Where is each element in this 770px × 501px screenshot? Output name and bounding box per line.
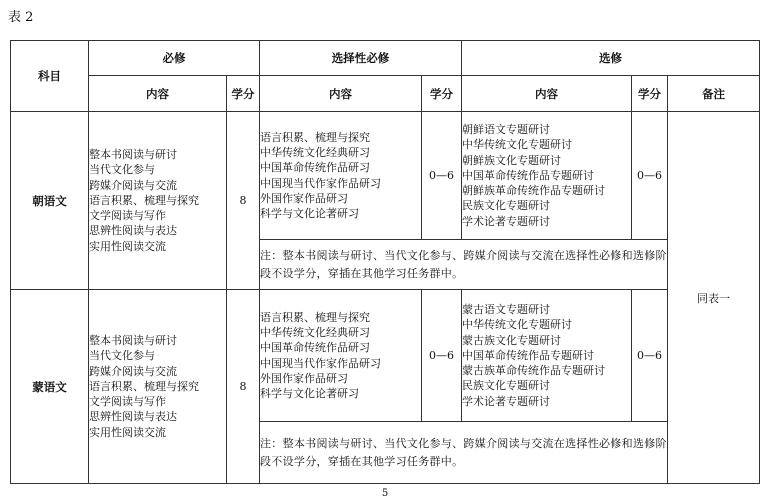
compulsory-credits: 8 bbox=[227, 112, 260, 290]
list-item: 朝鲜族文化专题研讨 bbox=[462, 153, 561, 167]
list-item: 学术论著专题研讨 bbox=[462, 394, 550, 408]
table-row bbox=[11, 290, 760, 422]
list-item: 外国作家作品研习 bbox=[260, 371, 348, 385]
list-item: 民族文化专题研讨 bbox=[462, 379, 550, 393]
subject-cell: 蒙语文 bbox=[11, 290, 89, 484]
elective-credits: 0—6 bbox=[632, 112, 668, 240]
list-item: 中国现当代作家作品研习 bbox=[260, 176, 381, 190]
header-credits-selective: 学分 bbox=[422, 76, 462, 112]
note-text: 注：整本书阅读与研讨、当代文化参与、跨媒介阅读与交流在选择性必修和选修阶段不设学分，穿插在其他学习任务群中。 bbox=[260, 422, 668, 484]
header-content-selective: 内容 bbox=[260, 76, 422, 112]
list-item: 语言积累、梳理与探究 bbox=[260, 130, 370, 144]
list-item: 实用性阅读交流 bbox=[89, 239, 166, 253]
table-caption: 表 2 bbox=[8, 10, 34, 25]
list-item: 民族文化专题研讨 bbox=[462, 199, 550, 213]
list-item: 中国革命传统作品专题研讨 bbox=[462, 348, 594, 362]
list-item: 中国现当代作家作品研习 bbox=[260, 356, 381, 370]
selective-content bbox=[260, 112, 422, 240]
header-elective: 选修 bbox=[462, 41, 760, 76]
header-content-compulsory: 内容 bbox=[89, 76, 227, 112]
header-compulsory: 必修 bbox=[89, 41, 260, 76]
list-item: 中华传统文化专题研讨 bbox=[462, 138, 572, 152]
list-item: 朝鲜族革命传统作品专题研讨 bbox=[462, 184, 605, 198]
header-selective-compulsory: 选择性必修 bbox=[260, 41, 462, 76]
header-subject: 科目 bbox=[11, 41, 89, 112]
list-item: 学术论著专题研讨 bbox=[462, 214, 550, 228]
header-credits-elective: 学分 bbox=[632, 76, 668, 112]
list-item: 语言积累、梳理与探究 bbox=[89, 193, 199, 207]
selective-content bbox=[260, 290, 422, 422]
selective-credits: 0—6 bbox=[422, 112, 462, 240]
remarks-cell: 同表一 bbox=[668, 112, 760, 484]
list-item: 中华传统文化专题研讨 bbox=[462, 318, 572, 332]
list-item: 跨媒介阅读与交流 bbox=[89, 364, 177, 378]
list-item: 整本书阅读与研讨 bbox=[89, 148, 177, 162]
list-item: 思辨性阅读与表达 bbox=[89, 410, 177, 424]
list-item: 语言积累、梳理与探究 bbox=[89, 379, 199, 393]
list-item: 文学阅读与写作 bbox=[89, 209, 166, 223]
elective-content bbox=[462, 112, 632, 240]
list-item: 中华传统文化经典研习 bbox=[260, 146, 370, 160]
curriculum-table bbox=[10, 40, 760, 484]
list-item: 科学与文化论著研习 bbox=[260, 386, 359, 400]
list-item: 当代文化参与 bbox=[89, 349, 155, 363]
list-item: 蒙古族文化专题研讨 bbox=[462, 333, 561, 347]
elective-content bbox=[462, 290, 632, 422]
header-remarks: 备注 bbox=[668, 76, 760, 112]
list-item: 中国革命传统作品研习 bbox=[260, 341, 370, 355]
compulsory-content bbox=[89, 112, 227, 290]
list-item: 实用性阅读交流 bbox=[89, 425, 166, 439]
compulsory-credits: 8 bbox=[227, 290, 260, 484]
list-item: 跨媒介阅读与交流 bbox=[89, 178, 177, 192]
list-item: 外国作家作品研习 bbox=[260, 191, 348, 205]
note-text: 注：整本书阅读与研讨、当代文化参与、跨媒介阅读与交流在选择性必修和选修阶段不设学分，穿插在其他学习任务群中。 bbox=[260, 240, 668, 290]
list-item: 文学阅读与写作 bbox=[89, 395, 166, 409]
list-item: 蒙古语文专题研讨 bbox=[462, 303, 550, 317]
list-item: 思辨性阅读与表达 bbox=[89, 224, 177, 238]
header-content-elective: 内容 bbox=[462, 76, 632, 112]
list-item: 中国革命传统作品专题研讨 bbox=[462, 168, 594, 182]
selective-credits: 0—6 bbox=[422, 290, 462, 422]
list-item: 整本书阅读与研讨 bbox=[89, 334, 177, 348]
compulsory-content bbox=[89, 290, 227, 484]
table-row bbox=[11, 112, 760, 240]
list-item: 朝鲜语文专题研讨 bbox=[462, 123, 550, 137]
page-number: 5 bbox=[381, 488, 389, 499]
list-item: 蒙古族革命传统作品专题研讨 bbox=[462, 364, 605, 378]
list-item: 中华传统文化经典研习 bbox=[260, 326, 370, 340]
list-item: 当代文化参与 bbox=[89, 163, 155, 177]
elective-credits: 0—6 bbox=[632, 290, 668, 422]
list-item: 科学与文化论著研习 bbox=[260, 206, 359, 220]
list-item: 中国革命传统作品研习 bbox=[260, 161, 370, 175]
subject-cell: 朝语文 bbox=[11, 112, 89, 290]
list-item: 语言积累、梳理与探究 bbox=[260, 310, 370, 324]
header-credits-compulsory: 学分 bbox=[227, 76, 260, 112]
